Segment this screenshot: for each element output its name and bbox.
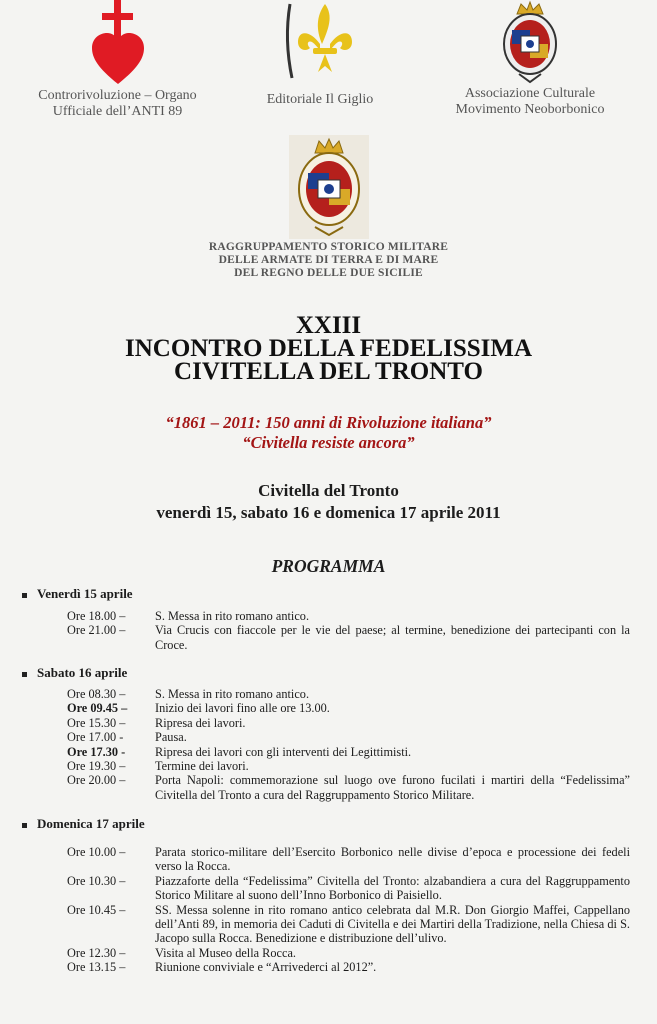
title-line-3: CIVITELLA DEL TRONTO: [174, 358, 483, 385]
day-heading: [22, 665, 127, 681]
list-item: [0, 609, 657, 623]
event-time: Ore 21.00 –: [67, 623, 126, 638]
logo-left-caption-1: Controrivoluzione – Organo: [38, 88, 197, 103]
event-text: Inizio dei lavori fino alle ore 13.00.: [155, 701, 330, 716]
event-text: Termine dei lavori.: [155, 759, 249, 774]
list-item: [0, 946, 657, 960]
list-item: [0, 716, 657, 730]
bullet-icon: [22, 672, 27, 677]
list-item: [0, 701, 657, 715]
event-text: SS. Messa solenne in rito romano antico celebrata dal M.R. Don Giorgio Maffei, Cappellano dell’Anti 89, in memoria dei Caduti di Civitella e dei Martiri della Tradizione, nella Chiesa di S. Jacopo sulla Rocca. Benedizione e distribuzione dell’ulivo.: [155, 902, 630, 946]
event-time: Ore 08.30 –: [67, 687, 126, 701]
event-time: Ore 10.30 –: [67, 873, 126, 888]
day-label: Venerdì 15 aprile: [37, 586, 133, 601]
list-item: [0, 960, 657, 974]
day-label: Sabato 16 aprile: [37, 665, 128, 680]
list-item: [0, 745, 657, 759]
logo-middle-caption: Editoriale Il Giglio: [266, 92, 374, 107]
list-item: [0, 687, 657, 701]
event-time: Ore 20.00 –: [67, 773, 126, 788]
logo-right-caption-1: Associazione Culturale: [464, 86, 596, 101]
day-events: [0, 687, 657, 802]
fleur-de-lis-icon: [280, 0, 360, 80]
event-text: Pausa.: [155, 730, 187, 745]
title-line-2: INCONTRO DELLA FEDELISSIMA: [124, 335, 533, 362]
event-text: Ripresa dei lavori.: [155, 715, 246, 730]
list-item: [0, 773, 657, 802]
event-time: Ore 19.30 –: [67, 759, 126, 774]
event-time: Ore 10.00 –: [67, 845, 126, 859]
event-text: Visita al Museo della Rocca.: [155, 945, 296, 960]
event-time: Ore 17.30 -: [67, 744, 126, 759]
event-text: Piazzaforte della “Fedelissima” Civitella del Tronto: alzabandiera a cura del Raggruppamento Storico Militare al suono dell’Inno Borbonico di Paisiello.: [155, 873, 630, 903]
day-events: [0, 845, 657, 975]
event-place: Civitella del Tronto: [258, 481, 399, 500]
rsm-caption-3: DEL REGNO DELLE DUE SICILIE: [234, 267, 423, 279]
list-item: [0, 874, 657, 903]
logo-right-caption-2: Movimento Neoborbonico: [455, 102, 605, 117]
logo-controrivoluzione: [15, 0, 220, 120]
logo-raggruppamento-storico-militare: [200, 135, 457, 280]
event-time: Ore 13.15 –: [67, 960, 126, 975]
title-line-1: XXIII: [295, 312, 362, 339]
event-title: [0, 314, 657, 383]
logo-left-caption-2: Ufficiale dell’ANTI 89: [52, 104, 183, 119]
logo-editoriale-il-giglio: [240, 0, 400, 108]
event-time: Ore 15.30 –: [67, 715, 126, 730]
day-heading: [22, 816, 145, 832]
list-item: [0, 623, 657, 652]
motto-line-1: “1861 – 2011: 150 anni di Rivoluzione italiana”: [165, 413, 492, 432]
rsm-caption-1: RAGGRUPPAMENTO STORICO MILITARE: [208, 241, 449, 253]
rsm-caption-2: DELLE ARMATE DI TERRA E DI MARE: [218, 254, 439, 266]
event-time: Ore 10.45 –: [67, 902, 126, 917]
bullet-icon: [22, 593, 27, 598]
event-time: Ore 18.00 –: [67, 609, 126, 623]
event-text: Porta Napoli: commemorazione sul luogo ove furono fucilati i martiri della “Fedelissima” Civitella del Tronto a cura del Raggruppamento Storico Militare.: [155, 773, 630, 802]
list-item: [0, 759, 657, 773]
event-text: S. Messa in rito romano antico.: [155, 609, 310, 623]
list-item: [0, 845, 657, 874]
event-time: Ore 17.00 -: [67, 730, 124, 745]
event-place-dates: [0, 480, 657, 524]
event-text: Ripresa dei lavori con gli interventi dei Legittimisti.: [155, 744, 412, 759]
event-text: Via Crucis con fiaccole per le vie del paese; al termine, benedizione dei partecipanti con la Croce.: [155, 623, 630, 652]
event-motto: [0, 413, 657, 453]
event-text: Riunione conviviale e “Arrivederci al 2012”.: [155, 960, 377, 975]
event-time: Ore 09.45 –: [67, 701, 128, 716]
day-events: [0, 609, 657, 652]
event-dates: venerdì 15, sabato 16 e domenica 17 aprile 2011: [156, 503, 501, 522]
programma-heading: PROGRAMMA: [271, 556, 386, 576]
list-item: [0, 730, 657, 744]
day-heading: [22, 586, 133, 602]
motto-line-2: “Civitella resiste ancora”: [242, 433, 415, 452]
sacred-heart-cross-icon: [88, 0, 148, 86]
event-text: S. Messa in rito romano antico.: [155, 687, 310, 701]
event-text: Parata storico-militare dell’Esercito Borbonico nelle divise d’epoca e processione dei fedeli verso la Rocca.: [155, 845, 630, 874]
royal-coat-of-arms-icon: [497, 0, 563, 84]
day-label: Domenica 17 aprile: [37, 816, 145, 831]
royal-coat-of-arms-icon: [289, 135, 369, 239]
bullet-icon: [22, 823, 27, 828]
logo-movimento-neoborbonico: [420, 0, 640, 118]
list-item: [0, 903, 657, 946]
event-time: Ore 12.30 –: [67, 945, 126, 960]
